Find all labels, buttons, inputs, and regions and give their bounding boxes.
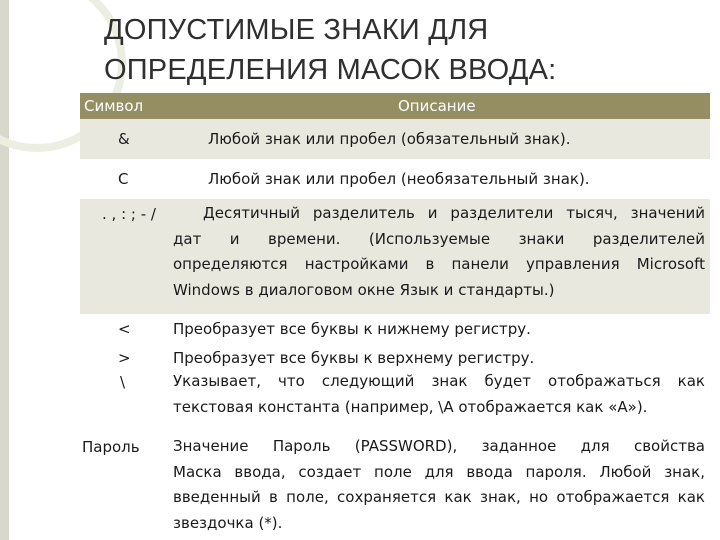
row-symbol: > (118, 349, 131, 367)
description-line: определяются настройками в панели управления Microsoft (173, 255, 705, 273)
row-description (173, 201, 705, 303)
table-row (80, 119, 710, 159)
row-symbol: < (118, 320, 131, 338)
page-title (104, 10, 704, 90)
description-line: текстовая константа (например, \A отображается как «A»). (173, 397, 648, 416)
description-line: Значение Пароль (PASSWORD), заданное для свойства (173, 437, 705, 455)
table-row (80, 314, 710, 344)
row-symbol: . , : ; - / (102, 205, 156, 223)
description-line: введенный в поле, сохраняется как знак, но отображается как (173, 488, 705, 506)
table-header (80, 93, 710, 119)
row-description: Любой знак или пробел (необязательный знак). (208, 170, 590, 188)
description-line: звездочка (*). (173, 513, 283, 532)
title-line-2: ОПРЕДЕЛЕНИЯ МАСОК ВВОДА: (104, 54, 557, 86)
description-line: Указывает, что следующий знак будет отображаться как (173, 372, 705, 390)
description-line: Маска ввода, создает поле для ввода пароля. Любой знак, (173, 462, 705, 481)
header-description: Описание (398, 97, 476, 115)
description-line: дат и времени. (Используемые знаки разделителей (173, 229, 705, 248)
row-symbol: & (118, 130, 130, 148)
row-description: Преобразует все буквы к нижнему регистру. (173, 320, 531, 338)
mask-symbols-table (80, 93, 710, 532)
row-symbol: \ (120, 373, 126, 391)
header-symbol: Символ (84, 97, 144, 115)
row-description (173, 434, 705, 536)
row-description: Любой знак или пробел (обязательный знак). (208, 130, 571, 148)
row-symbol: Пароль (82, 438, 140, 456)
row-symbol: C (118, 170, 129, 188)
table-row (80, 344, 710, 369)
table-row (80, 159, 710, 199)
table-row (80, 199, 710, 314)
description-line: Windows в диалоговом окне Язык и стандарты.) (173, 280, 555, 299)
title-line-1: ДОПУСТИМЫЕ ЗНАКИ ДЛЯ (104, 14, 489, 46)
row-description: Преобразует все буквы к верхнему регистру. (173, 349, 535, 367)
description-line: Десятичный разделитель и разделители тысяч, значений (203, 204, 705, 222)
table-row (80, 434, 710, 540)
table-row (80, 369, 710, 434)
row-description (173, 369, 705, 420)
